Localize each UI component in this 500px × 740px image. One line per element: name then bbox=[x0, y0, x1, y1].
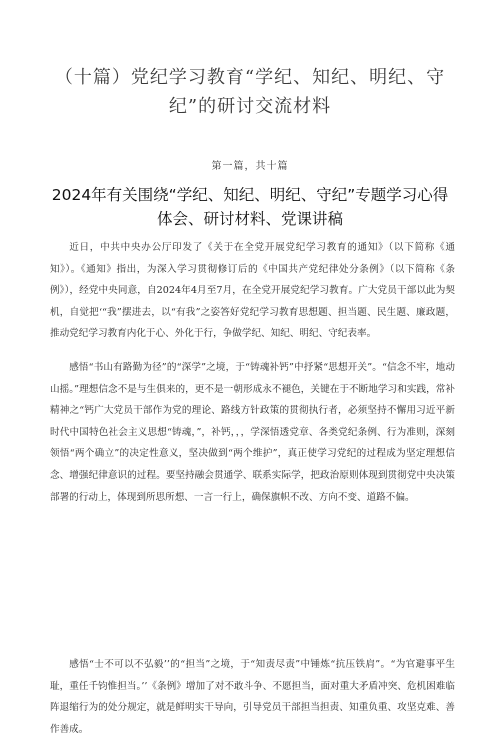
paragraph-responsibility: 感悟“士不可以不弘毅’’的“担当”之境，于“知责尽责”中锤炼“抗压铁肩”。“为官避事平生耻，重任千钧惟担当。’’《条例》增加了对不敢斗争、不愿担当，面对重大矛盾冲突、危机困难临阵退缩行为的处分规定，就是鲜明实干导向，引导党员干部担当担责、知重负重、攻坚克难、善作善成。 bbox=[50, 659, 455, 735]
paragraph-deep-study: 感悟“书山有路勤为径”的“深学”之境，于“铸魂补钙”中抒紧“思想开关”。“信念不牢，地动山摇。”理想信念不是与生俱来的，更不是一朝形成永不褪色，关键在于不断地学习和实践，常补精神之“钙广大党员干部作为党的理论、路线方针政策的贯彻执行者，必须坚持不懈用习近平新时代中国特色社会主义思想“铸魂，”，补钙，，，学深悟透党章、各类党纪条例、行为准则，深刻领悟“两个确立”的决定性意义，坚决做到“两个维护”，真正使学习党纪的过程成为坚定理想信念、增强纪律意识的过程。要坚持融会贯通学、联系实际学，把政治原则体现到贯彻党中央决策部署的行动上，体现到所思所想、一言一行上，确保旗帜不改、方向不变、道路不偏。 bbox=[50, 362, 455, 503]
document-title: （十篇）党纪学习教育“学纪、知纪、明纪、守纪”的研讨交流材料 bbox=[54, 67, 446, 117]
section-label: 第一篇，共十篇 bbox=[211, 161, 289, 172]
article-title: 2024年有关围绕“学纪、知纪、明纪、守纪”专题学习心得体会、研讨材料、党课讲稿 bbox=[51, 186, 449, 228]
paragraph-intro: 近日，中共中央办公厅印发了《关于在全党开展党纪学习教育的通知》（以下简称《通知》）。《通知》指出，为深入学习贯彻修订后的《中国共产党纪律处分条例》（以下简称《条例》），经党中央同意，自2024年4月至7月，在全党开展党纪学习教育。广大党员干部以此为契机，自觉把‘“我”摆进去，以“有我”之姿答好党纪学习教育思想题、担当题、民生题、廉政题，推动党纪学习教育内化于心、外化于行，争做学纪、知纪、明纪、守纪表率。 bbox=[50, 242, 455, 340]
